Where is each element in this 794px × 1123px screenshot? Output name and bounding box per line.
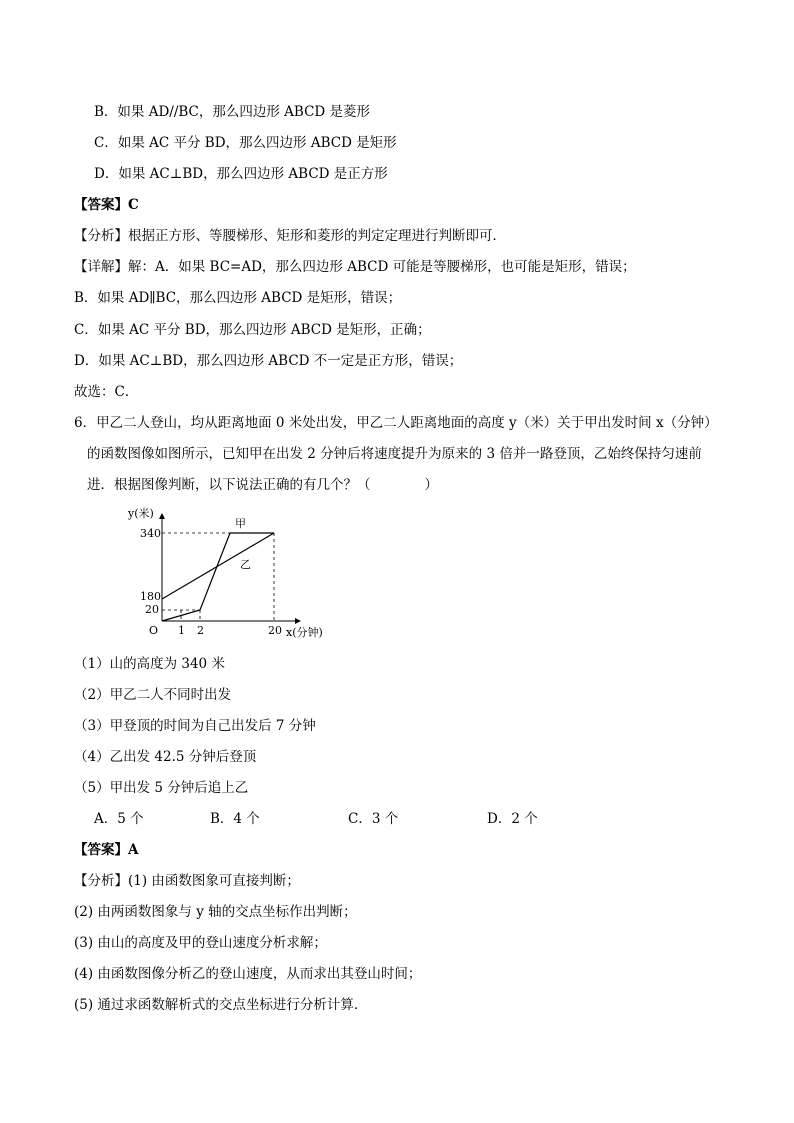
y-tick-340: 340	[140, 527, 161, 540]
choice-c: C．3 个	[348, 811, 399, 827]
dashed-guides	[162, 533, 274, 621]
statement-5: （5）甲出发 5 分钟后追上乙	[74, 780, 249, 796]
x-tick-20: 20	[268, 624, 282, 637]
choice-b: B．4 个	[210, 811, 260, 827]
series-jia-label: 甲	[235, 517, 246, 530]
choose-line: 故选：C．	[74, 384, 139, 400]
statement-4: （4）乙出发 42.5 分钟后登顶	[74, 749, 257, 765]
detail-b-line: B．如果 AD∥BC，那么四边形 ABCD 是矩形，错误；	[74, 290, 402, 306]
y-tick-180: 180	[140, 590, 161, 603]
answer-line-2: 【答案】A	[74, 842, 139, 858]
analysis-1: 【分析】(1) 由函数图象可直接判断；	[74, 873, 300, 889]
option-b-line: B．如果 AD//BC，那么四边形 ABCD 是菱形	[94, 104, 371, 120]
series-yi-label: 乙	[240, 558, 251, 571]
analysis-3: (3) 由山的高度及甲的登山速度分析求解；	[74, 935, 327, 951]
x-axis-label: x(分钟)	[286, 626, 323, 639]
analysis-2: (2) 由两函数图象与 y 轴的交点坐标作出判断；	[74, 904, 357, 920]
x-tick-2: 2	[197, 624, 204, 637]
answer-line: 【答案】C	[74, 197, 139, 213]
question-6-line-3: 进．根据图像判断，以下说法正确的有几个？（ ）	[87, 477, 438, 493]
series-jia-line	[162, 533, 274, 621]
y-axis-label: y(米)	[128, 507, 154, 520]
option-c-line: C．如果 AC 平分 BD，那么四边形 ABCD 是矩形	[94, 135, 397, 151]
option-d-line: D．如果 AC⊥BD，那么四边形 ABCD 是正方形	[94, 166, 388, 182]
analysis-4: (4) 由函数图像分析乙的登山速度，从而求出其登山时间；	[74, 966, 422, 982]
series-yi-line	[162, 533, 274, 599]
origin-label: O	[149, 624, 159, 637]
choice-a: A．5 个	[94, 811, 144, 827]
y-tick-20: 20	[145, 603, 159, 616]
statement-2: （2）甲乙二人不同时出发	[74, 687, 232, 703]
question-6-line-1: 6．甲乙二人登山，均从距离地面 0 米处出发，甲乙二人距离地面的高度 y（米）关于甲出发时间 x（分钟）	[74, 415, 718, 431]
analysis-5: (5) 通过求函数解析式的交点坐标进行分析计算．	[74, 997, 368, 1013]
detail-line: 【详解】解：A．如果 BC=AD，那么四边形 ABCD 可能是等腰梯形，也可能是矩形，错误；	[74, 259, 636, 275]
statement-1: （1）山的高度为 340 米	[74, 656, 225, 672]
choice-d: D．2 个	[487, 811, 538, 827]
question-6-line-2: 的函数图像如图所示，已知甲在出发 2 分钟后将速度提升为原来的 3 倍并一路登顶，乙始终保持匀速前	[87, 446, 702, 462]
x-tick-1: 1	[178, 624, 185, 637]
analysis-line: 【分析】根据正方形、等腰梯形、矩形和菱形的判定定理进行判断即可．	[74, 228, 506, 244]
function-graph	[118, 500, 348, 650]
detail-c-line: C．如果 AC 平分 BD，那么四边形 ABCD 是矩形，正确；	[74, 322, 431, 338]
statement-3: （3）甲登顶的时间为自己出发后 7 分钟	[74, 718, 316, 734]
detail-d-line: D．如果 AC⊥BD，那么四边形 ABCD 不一定是正方形，错误；	[74, 353, 463, 369]
